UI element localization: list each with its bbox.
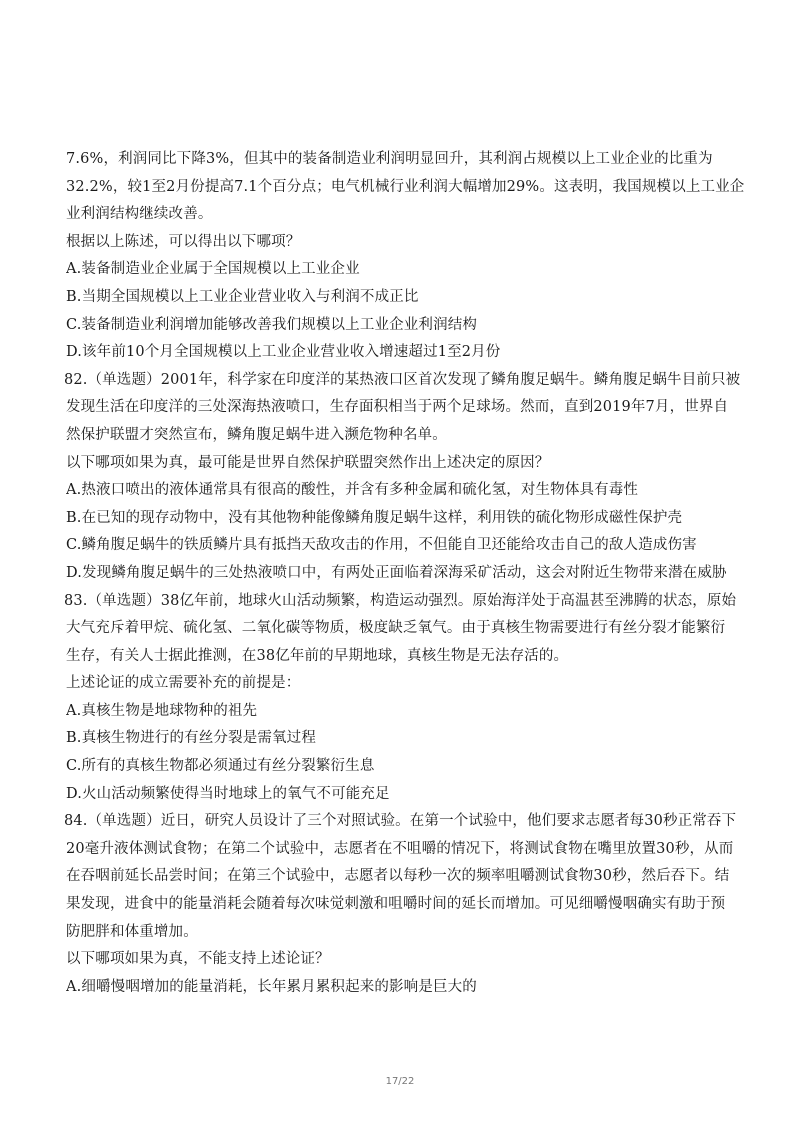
question-text-line: 大气充斥着甲烷、硫化氢、二氧化碳等物质，极度缺乏氧气。由于真核生物需要进行有丝分裂才能繁衍 xyxy=(66,620,726,637)
question-head: 83.（单选题）38亿年前，地球火山活动频繁，构造运动强烈。原始海洋处于高温甚至沸腾的状态，原始 xyxy=(64,592,737,609)
question-text-line: 防肥胖和体重增加。 xyxy=(66,923,198,940)
question-text-line: 然保护联盟才突然宣布，鳞角腹足蜗牛进入濒危物种名单。 xyxy=(66,426,447,443)
question-text-line: 20毫升液体测试食物；在第二个试验中，志愿者在不咀嚼的情况下，将测试食物在嘴里放置30秒，从而 xyxy=(66,840,734,857)
question-82 xyxy=(66,367,744,588)
option-b: B.真核生物进行的有丝分裂是需氧过程 xyxy=(66,730,316,747)
question-head: 82.（单选题）2001年，科学家在印度洋的某热液口区首次发现了鳞角腹足蜗牛。鳞角腹足蜗牛目前只被 xyxy=(64,371,741,388)
option-b: B.当期全国规模以上工业企业营业收入与利润不成正比 xyxy=(66,288,419,305)
question-text-line: 果发现，进食中的能量消耗会随着每次味觉刺激和咀嚼时间的延长而增加。可见细嚼慢咽确实有助于预 xyxy=(66,896,726,913)
option-a: A.真核生物是地球物种的祖先 xyxy=(66,702,258,719)
option-c: C.装备制造业利润增加能够改善我们规模以上工业企业利润结构 xyxy=(66,316,478,333)
question-84 xyxy=(66,808,744,1001)
intro-line: 7.6%，利润同比下降3%，但其中的装备制造业利润明显回升，其利润占规模以上工业企业的比重为 xyxy=(66,151,713,167)
question-text-line: 发现生活在印度洋的三处深海热液喷口，生存面积相当于两个足球场。然而，直到2019年7月，世界自 xyxy=(66,399,729,416)
question-prompt: 根据以上陈述，可以得出以下哪项？ xyxy=(66,233,301,250)
page-content xyxy=(66,146,744,1001)
question-text-line: 在吞咽前延长品尝时间；在第三个试验中，志愿者以每秒一次的频率咀嚼测试食物30秒，然后吞下。结 xyxy=(66,868,730,885)
question-prompt: 上述论证的成立需要补充的前提是： xyxy=(66,675,301,692)
intro-block xyxy=(66,146,744,367)
intro-line: 业利润结构继续改善。 xyxy=(66,206,213,223)
option-a: A.装备制造业企业属于全国规模以上工业企业 xyxy=(66,261,360,278)
intro-line: 32.2%，较1至2月份提高7.1个百分点；电气机械行业利润大幅增加29%。这表明，我国规模以上工业企 xyxy=(66,178,744,195)
option-d: D.发现鳞角腹足蜗牛的三处热液喷口中，有两处正面临着深海采矿活动，这会对附近生物带来潜在威胁 xyxy=(66,564,727,581)
option-c: C.鳞角腹足蜗牛的铁质鳞片具有抵挡天敌攻击的作用，不但能自卫还能给攻击自己的敌人造成伤害 xyxy=(66,537,697,554)
option-c: C.所有的真核生物都必须通过有丝分裂繁衍生息 xyxy=(66,758,375,775)
question-prompt: 以下哪项如果为真，不能支持上述论证？ xyxy=(66,951,330,968)
question-text-line: 生存，有关人士据此推测，在38亿年前的早期地球，真核生物是无法存活的。 xyxy=(66,647,569,664)
question-prompt: 以下哪项如果为真，最可能是世界自然保护联盟突然作出上述决定的原因？ xyxy=(66,454,550,471)
question-83 xyxy=(66,588,744,809)
option-d: D.该年前10个月全国规模以上工业企业营业收入增速超过1至2月份 xyxy=(66,344,501,361)
option-a: A.细嚼慢咽增加的能量消耗，长年累月累积起来的影响是巨大的 xyxy=(66,978,477,995)
page-number: 17/22 xyxy=(385,1076,415,1087)
option-a: A.热液口喷出的液体通常具有很高的酸性，并含有多种金属和硫化氢，对生物体具有毒性 xyxy=(66,482,639,499)
option-d: D.火山活动频繁使得当时地球上的氧气不可能充足 xyxy=(66,785,390,802)
option-b: B.在已知的现存动物中，没有其他物种能像鳞角腹足蜗牛这样，利用铁的硫化物形成磁性保护壳 xyxy=(66,509,683,526)
question-head: 84.（单选题）近日，研究人员设计了三个对照试验。在第一个试验中，他们要求志愿者每30秒正常吞下 xyxy=(64,813,737,830)
